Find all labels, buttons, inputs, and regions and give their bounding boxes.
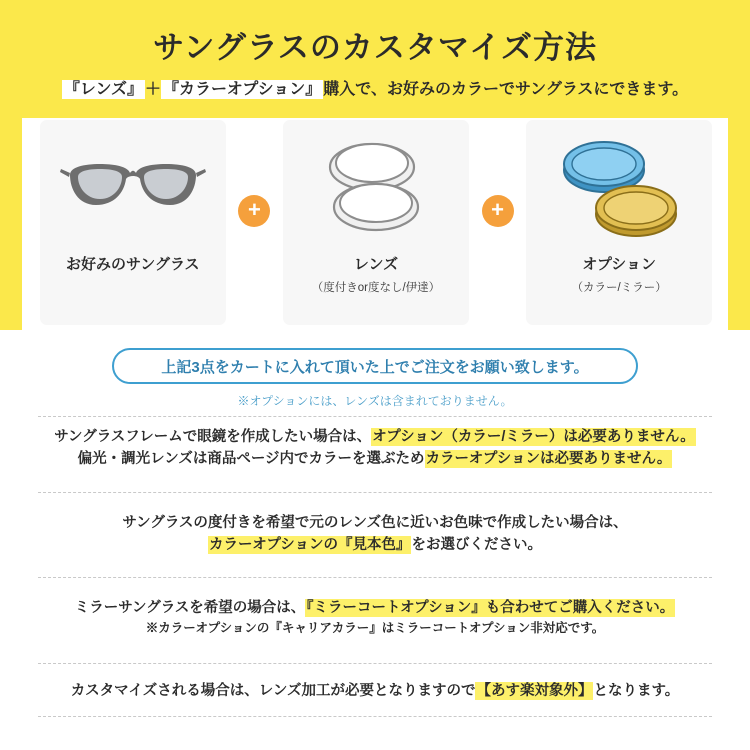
divider-3 [38,577,712,578]
plus-icon: + [482,195,514,227]
rule-line [0,597,750,619]
plain-text: をお選びください。 [411,537,542,554]
page-subtitle [0,76,750,99]
divider-2 [38,492,712,493]
highlighted-text: 『ミラーコートオプション』も合わせてご購入ください。 [306,600,675,616]
rule-line [0,534,750,556]
lens-pair-icon [283,120,469,255]
rule-block-4 [0,680,750,702]
rule-line [0,426,750,448]
plain-text: 購入で、お好みのカラーでサングラスにできます。 [323,81,689,98]
plain-text: ミラーサングラスを希望の場合は、 [74,600,306,616]
card-sublabel: （カラー/ミラー） [571,282,667,295]
rule-line [0,680,750,702]
divider-4 [38,663,712,664]
rule-block-2 [0,512,750,557]
highlighted-text: カラーオプションは必要ありません。 [425,451,672,468]
highlighted-text: 『カラーオプション』 [163,81,322,98]
sunglasses-icon [40,120,226,255]
highlighted-text: カラーオプションの『見本色』 [209,537,411,554]
divider-1 [38,416,712,417]
highlighted-text: 【あす楽対象外】 [476,683,593,699]
option-note: ※オプションには、レンズは含まれておりません。 [237,394,513,408]
color-discs-icon [526,120,712,255]
card-sublabel: （度付きor度なし/伊達） [311,282,441,295]
divider-5 [38,716,712,717]
plain-text: ＋ [145,81,162,98]
card-lens[interactable] [283,120,469,325]
product-cards [40,120,712,325]
plain-text: サングラスの度付きを希望で元のレンズ色に近いお色味で作成したい場合は、 [122,515,628,531]
highlighted-text: 『レンズ』 [63,81,144,98]
card-label: オプション [582,256,656,273]
card-sunglasses[interactable] [40,120,226,325]
plain-text: カスタマイズされる場合は、レンズ加工が必要となりますので [70,683,476,699]
plain-text: となります。 [593,683,680,699]
plain-text: 偏光・調光レンズは商品ページ内でカラーを選ぶため [77,451,425,468]
rule-block-3 [0,597,750,639]
card-option[interactable] [526,120,712,325]
rule-line [0,619,750,638]
card-label: レンズ [353,256,399,273]
plus-icon: + [238,195,270,227]
rule-line [0,448,750,470]
plus-wrapper-1 [226,120,284,325]
rule-block-1 [0,426,750,471]
highlighted-text: オプション（カラー/ミラー）は必要ありません。 [372,429,695,445]
page-title: サングラスのカスタマイズ方法 [153,30,597,65]
plain-text: サングラスフレームで眼鏡を作成したい場合は、 [54,429,372,445]
plus-wrapper-2 [469,120,527,325]
plain-text: ※カラーオプションの『キャリアカラー』はミラーコートオプション非対応です。 [145,621,605,636]
rule-line [0,512,750,534]
cart-instruction-pill: 上記3点をカートに入れて頂いた上でご注文をお願い致します。 [112,348,638,384]
card-label: お好みのサングラス [66,256,200,273]
